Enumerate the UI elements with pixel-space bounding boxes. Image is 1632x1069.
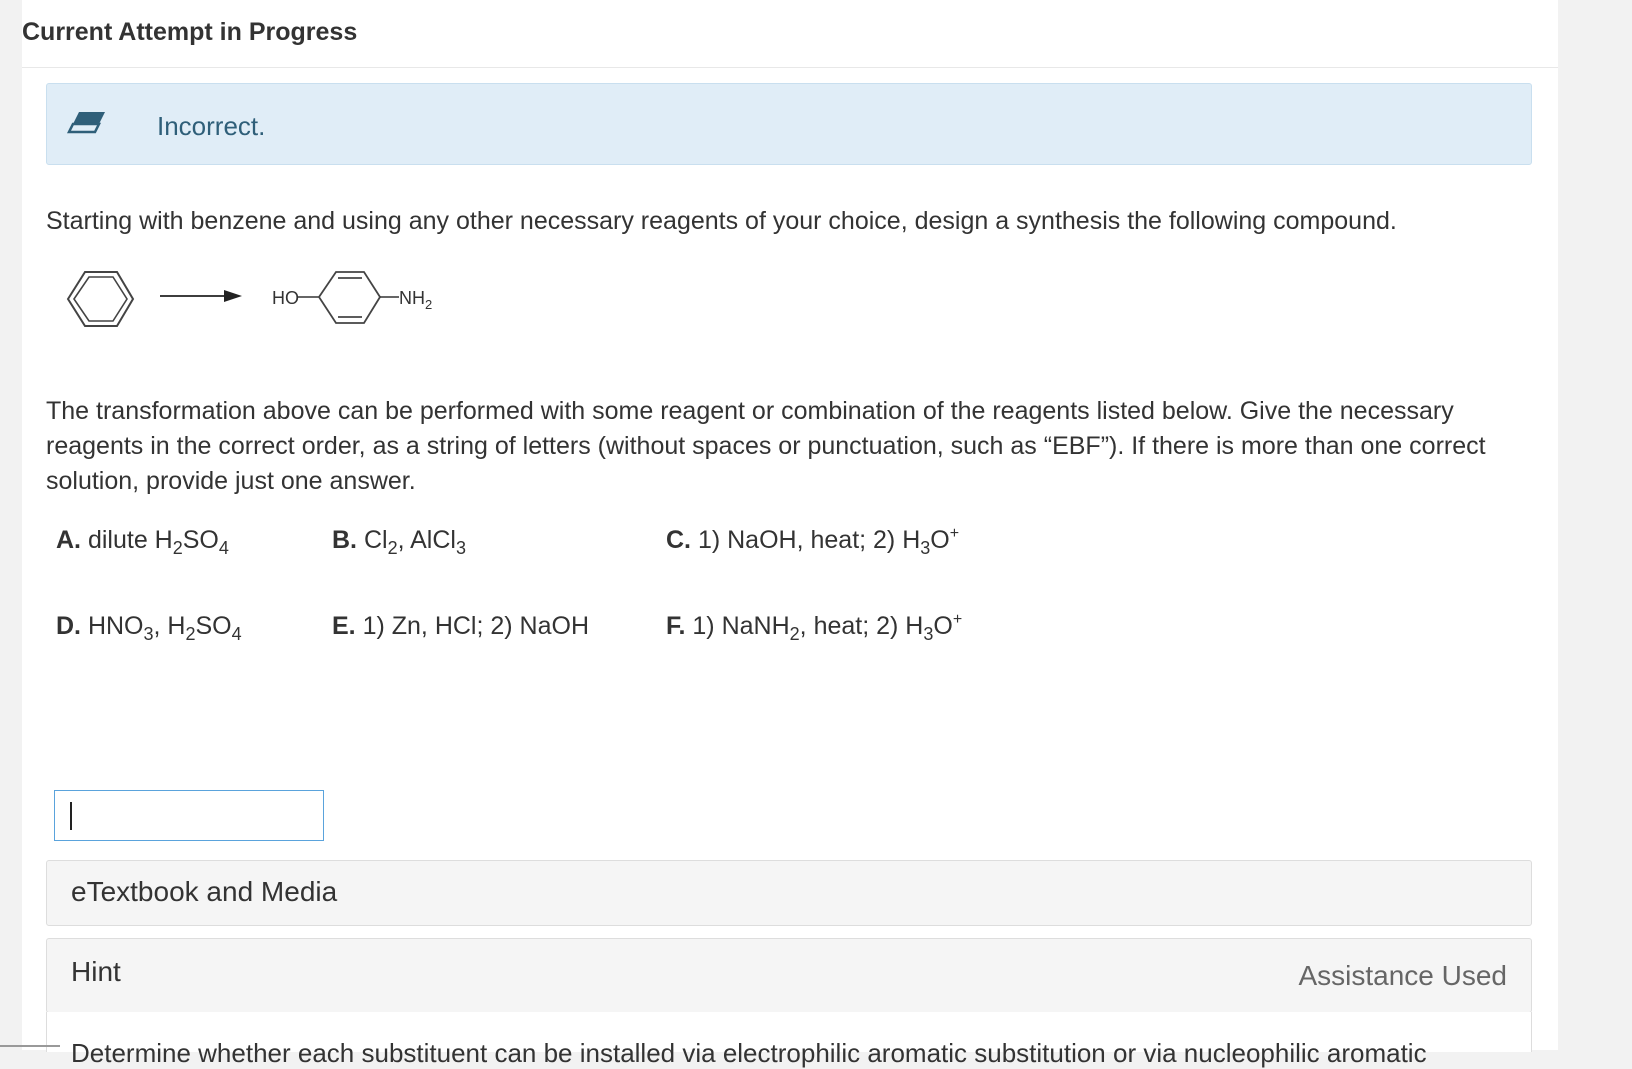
question-instructions: The transformation above can be performed with some reagent or combination of the reagents listed below. Give the necessary reagents in the correct order, as a string of letters (without spaces or punctuation, such as “EBF”). If there is more than one correct solution, provide just one answer. xyxy=(46,397,1486,495)
text-caret xyxy=(70,802,72,830)
reaction-scheme xyxy=(54,272,474,352)
reagent-option-b: B. $Cl_2$, AlCl$_3$ xyxy=(332,526,466,558)
divider xyxy=(22,67,1558,68)
reagent-option-d: D. $HNO_3$, $H_2SO_4$ xyxy=(56,612,242,644)
feedback-message: Incorrect. xyxy=(157,111,266,141)
hint-label: Hint xyxy=(71,956,121,987)
assistance-used-status: Assistance Used xyxy=(1298,960,1507,991)
hint-section[interactable] xyxy=(46,938,1532,1013)
reagent-option-f: F. 1) NaNH$_2$, heat; 2) $H_3O^+$ xyxy=(666,611,963,644)
page-title: Current Attempt in Progress xyxy=(22,18,358,46)
reagent-option-e: E. 1) Zn, HCl; 2) NaOH xyxy=(332,612,590,640)
product-ho-group: HO xyxy=(272,288,299,308)
etextbook-media-section[interactable] xyxy=(46,860,1532,926)
question-panel xyxy=(22,0,1558,1068)
benzene-structure xyxy=(68,272,133,326)
eraser-icon xyxy=(69,106,109,136)
hint-text: Determine whether each substituent can be installed via electrophilic aromatic substitution or via nucleophilic aromatic xyxy=(71,1038,1427,1068)
reagent-option-c: C. 1) NaOH, heat; 2) $H_3O^+$ xyxy=(666,525,960,558)
question-prompt: Starting with benzene and using any other necessary reagents of your choice, design a synthesis the following compound. xyxy=(46,207,1397,235)
page-edge-divider xyxy=(0,1045,60,1047)
reaction-arrow xyxy=(160,290,242,302)
reagent-option-a: A. dilute $H_2SO_4$ xyxy=(56,526,229,558)
product-nh2-group: $NH_2$ xyxy=(399,288,433,312)
answer-input[interactable] xyxy=(54,790,324,841)
product-ring xyxy=(319,272,380,323)
etextbook-media-label: eTextbook and Media xyxy=(71,876,338,907)
hint-body xyxy=(46,1012,1532,1068)
feedback-banner xyxy=(46,83,1532,165)
